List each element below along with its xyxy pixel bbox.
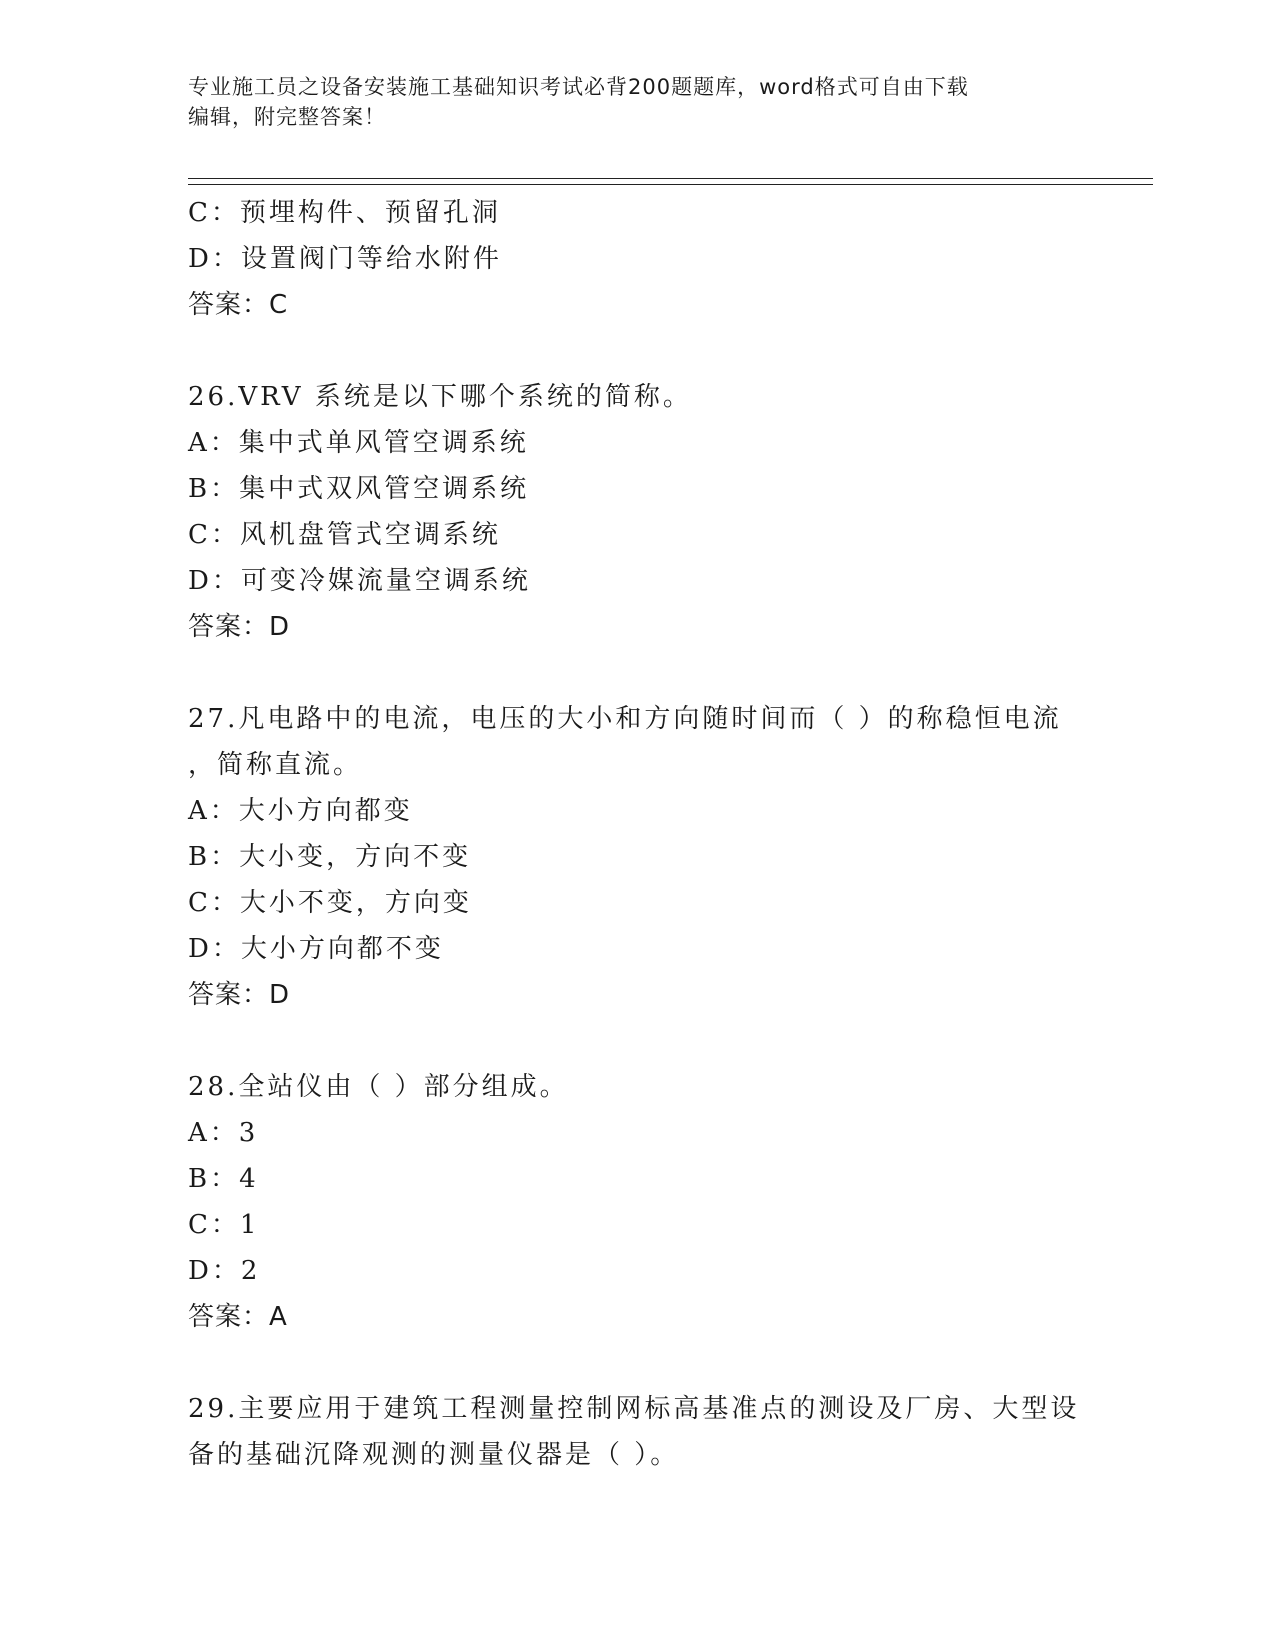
header-line-2: 编辑，附完整答案！ (188, 105, 386, 129)
option-d: D：2 (188, 1256, 261, 1286)
spacer (188, 650, 1088, 696)
header-divider-top (188, 178, 1153, 179)
question-25-continuation (188, 190, 1088, 328)
spacer (188, 1340, 1088, 1386)
option-a: A：集中式单风管空调系统 (188, 428, 529, 458)
question-29 (188, 1386, 1088, 1478)
option-c: C：风机盘管式空调系统 (188, 520, 501, 550)
option-d: D：大小方向都不变 (188, 934, 444, 964)
header-line-1: 专业施工员之设备安装施工基础知识考试必背200题题库，word格式可自由下载 (188, 75, 969, 99)
spacer (188, 328, 1088, 374)
option-b: B：大小变，方向不变 (188, 842, 472, 872)
question-28 (188, 1064, 1088, 1340)
option-c: C：大小不变，方向变 (188, 888, 472, 918)
question-27 (188, 696, 1088, 1018)
answer-line: 答案：D (188, 980, 291, 1010)
option-b: B：集中式双风管空调系统 (188, 474, 530, 504)
spacer (188, 1018, 1088, 1064)
question-stem-continued: ，简称直流。 (188, 750, 363, 780)
option-d: D：可变冷媒流量空调系统 (188, 566, 531, 596)
question-stem: 29.主要应用于建筑工程测量控制网标高基准点的测设及厂房、大型设 (188, 1394, 1080, 1424)
question-stem-continued: 备的基础沉降观测的测量仪器是（ ）。 (188, 1440, 680, 1470)
document-header (188, 72, 1068, 132)
answer-line: 答案：D (188, 612, 291, 642)
question-26 (188, 374, 1088, 650)
option-b: B：4 (188, 1164, 259, 1194)
answer-line: 答案：C (188, 290, 289, 320)
question-stem: 28.全站仪由（ ）部分组成。 (188, 1072, 569, 1102)
option-d: D：设置阀门等给水附件 (188, 244, 502, 274)
question-stem: 26.VRV 系统是以下哪个系统的简称。 (188, 382, 692, 412)
option-c: C：预埋构件、预留孔洞 (188, 198, 501, 228)
question-list (188, 190, 1088, 1478)
option-a: A：大小方向都变 (188, 796, 413, 826)
question-stem: 27.凡电路中的电流，电压的大小和方向随时间而（ ）的称稳恒电流 (188, 704, 1062, 734)
option-a: A：3 (188, 1118, 259, 1148)
option-c: C：1 (188, 1210, 260, 1240)
header-divider-bottom (188, 184, 1153, 185)
answer-line: 答案：A (188, 1302, 288, 1332)
